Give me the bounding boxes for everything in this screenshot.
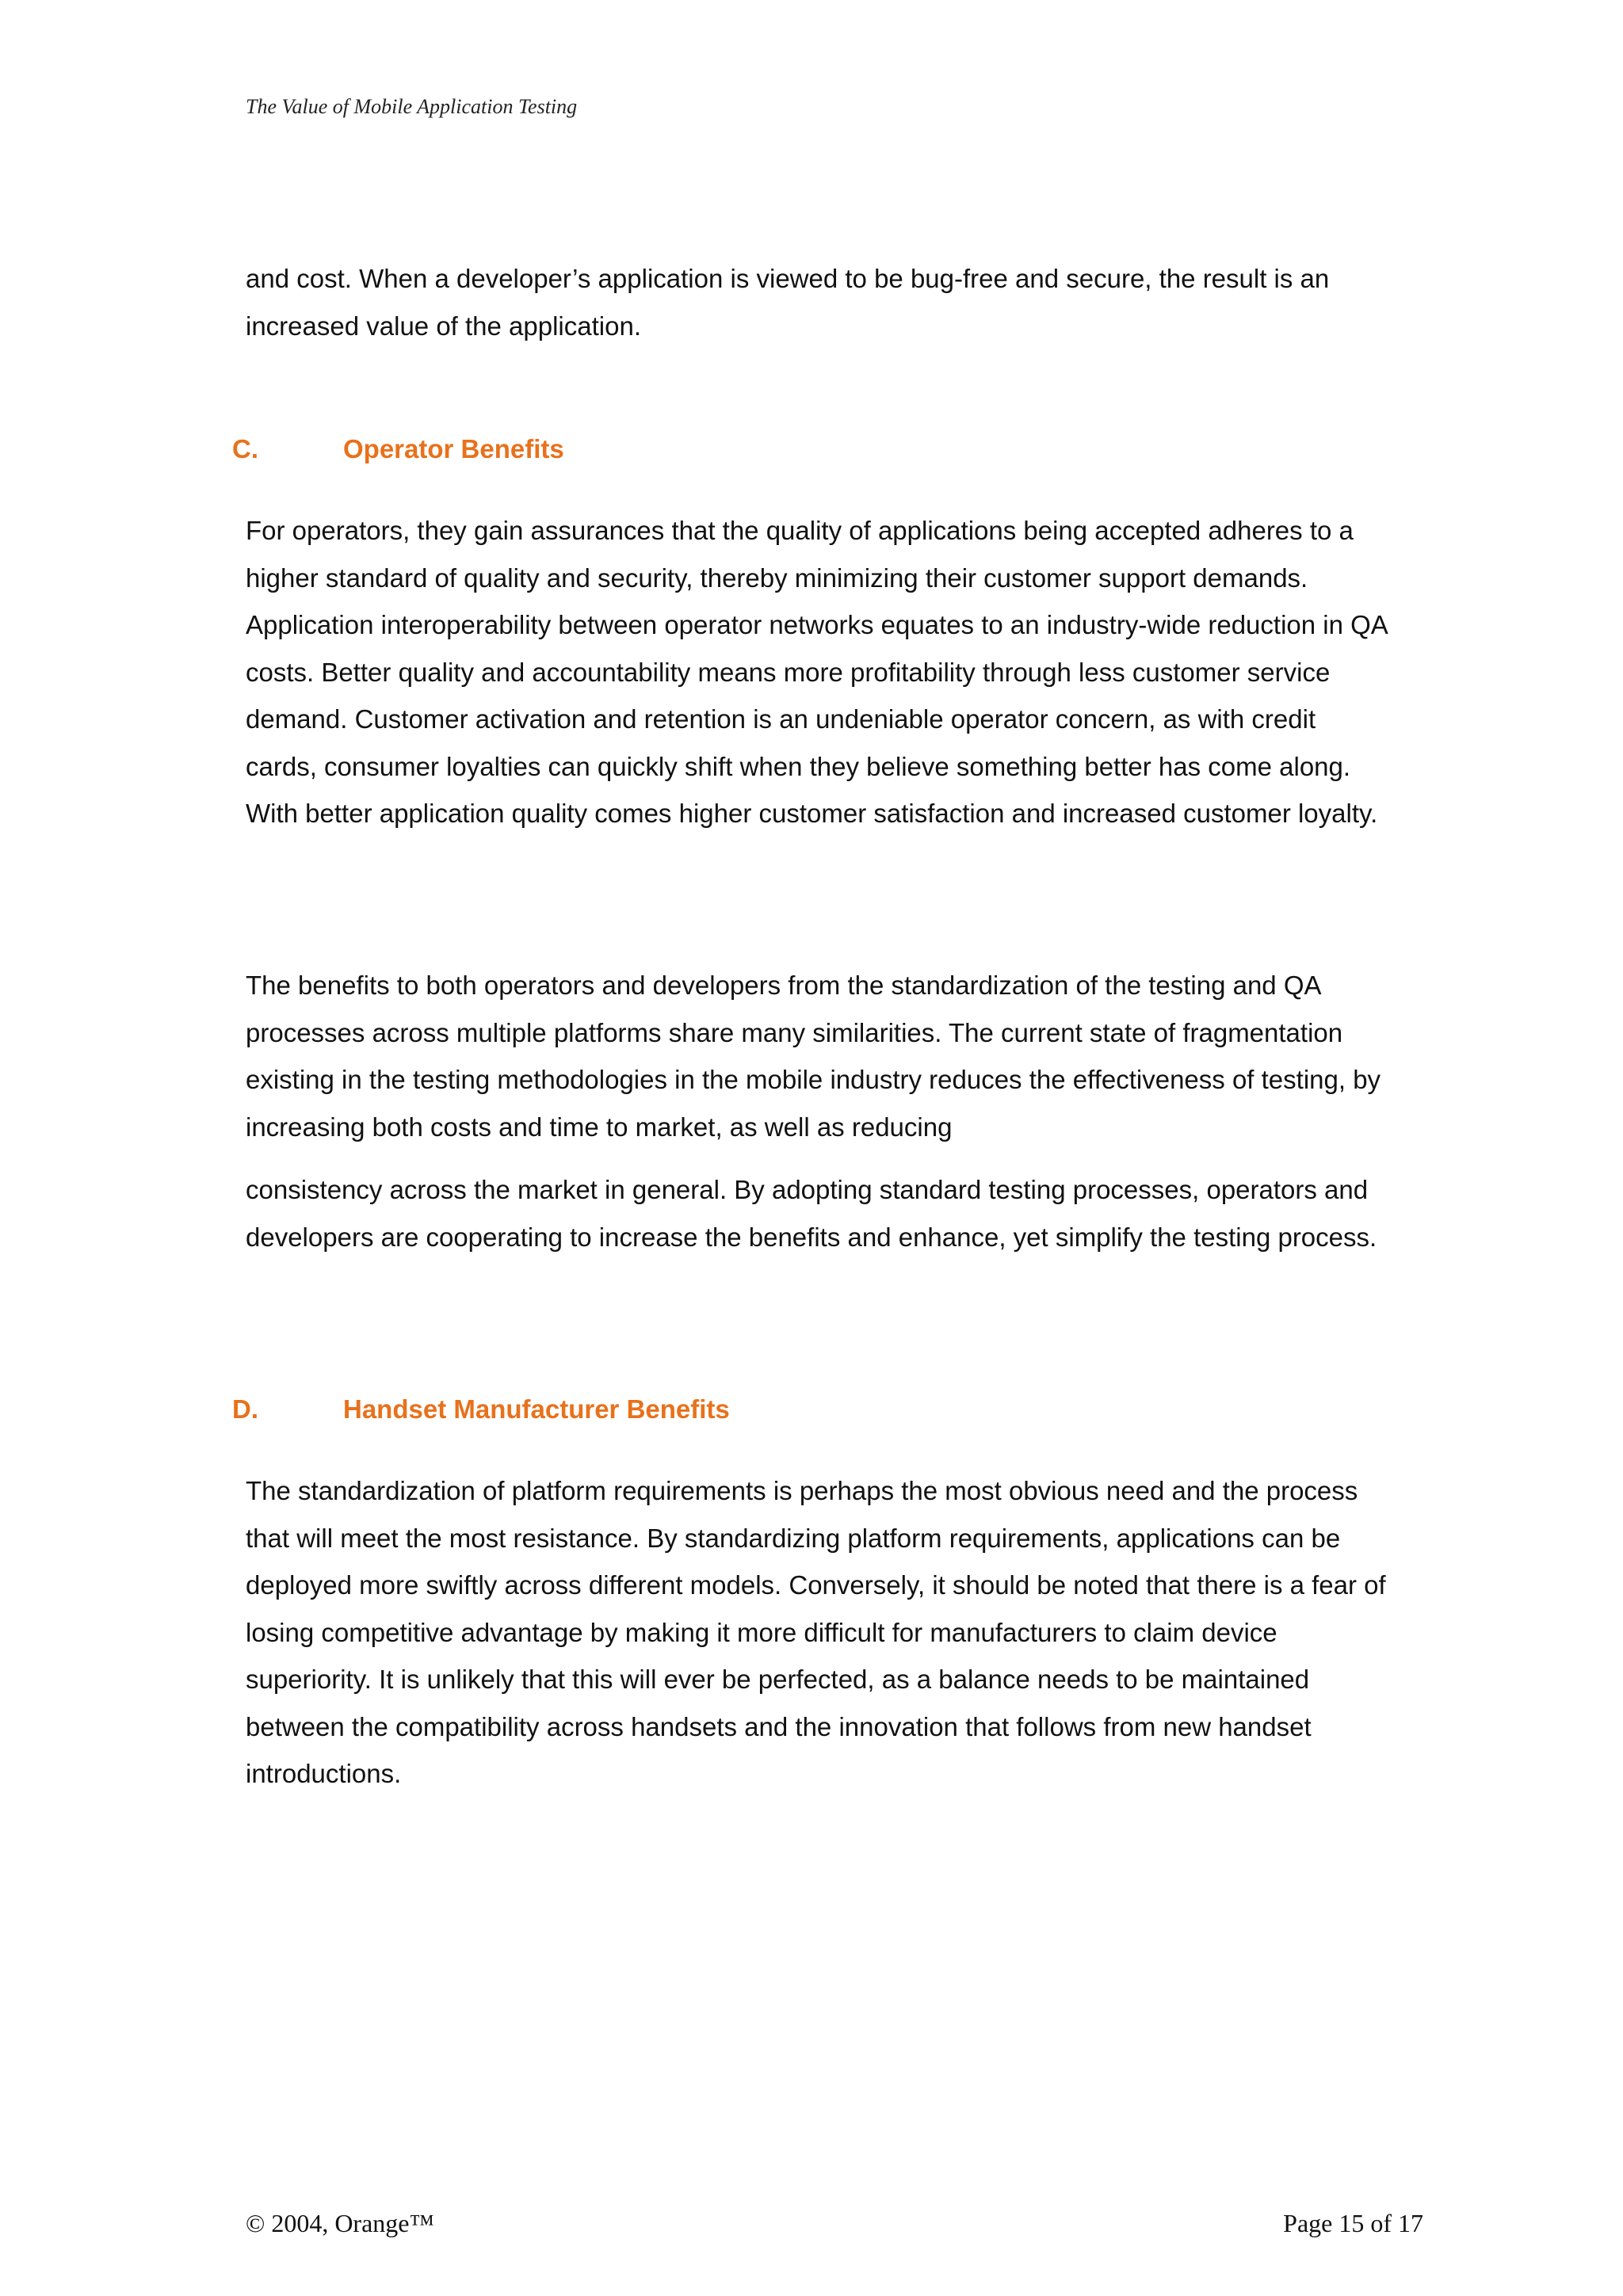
paragraph-cost-value: and cost. When a developer’s application is viewed to be bug-free and secure, the result is an increased value of the application.: [246, 264, 1330, 341]
section-heading-handset-manufacturer-benefits: [232, 1394, 730, 1425]
paragraph-handset-manufacturer-benefits: The standardization of platform requirements is perhaps the most obvious need and the process that will meet the most resistance. By standardizing platform requirements, applications can be deployed more swiftly across different models. Conversely, it should be noted that there is a fear of losing competitive advantage by making it more difficult for manufacturers to claim device superiority. It is unlikely that this will ever be perfected, as a balance needs to be maintained between the compatibility across handsets and the innovation that follows from new handset introductions.: [246, 1476, 1386, 1788]
section-title: Handset Manufacturer Benefits: [343, 1394, 730, 1424]
section-title: Operator Benefits: [343, 434, 564, 463]
section-heading-operator-benefits: [232, 434, 564, 464]
footer-copyright: © 2004, Orange™: [246, 2209, 434, 2237]
paragraph-operator-benefits: For operators, they gain assurances that the quality of applications being accepted adheres to a higher standard of quality and security, thereby minimizing their customer support demands. Application interoperability between operator networks equates to an industry-wide reduction in QA costs. Better quality and accountability means more profitability through less customer service demand. Customer activation and retention is an undeniable operator concern, as with credit cards, consumer loyalties can quickly shift when they believe something better has come along. With better application quality comes higher customer satisfaction and increased customer loyalty.: [246, 516, 1387, 828]
running-header: The Value of Mobile Application Testing: [246, 95, 578, 118]
paragraph-standardization-benefits: The benefits to both operators and developers from the standardization of the testing and QA processes across multiple platforms share many similarities. The current state of fragmentation existing in the testing methodologies in the mobile industry reduces the effectiveness of testing, by increasing both costs and time to market, as well as reducing: [246, 971, 1381, 1142]
paragraph-standardization-benefits-continued: consistency across the market in general. By adopting standard testing processes, operators and developers are cooperating to increase the benefits and enhance, yet simplify the testing process.: [246, 1175, 1377, 1252]
section-letter: C.: [232, 434, 258, 463]
footer-page-number: Page 15 of 17: [1283, 2209, 1423, 2237]
section-letter: D.: [232, 1394, 258, 1424]
